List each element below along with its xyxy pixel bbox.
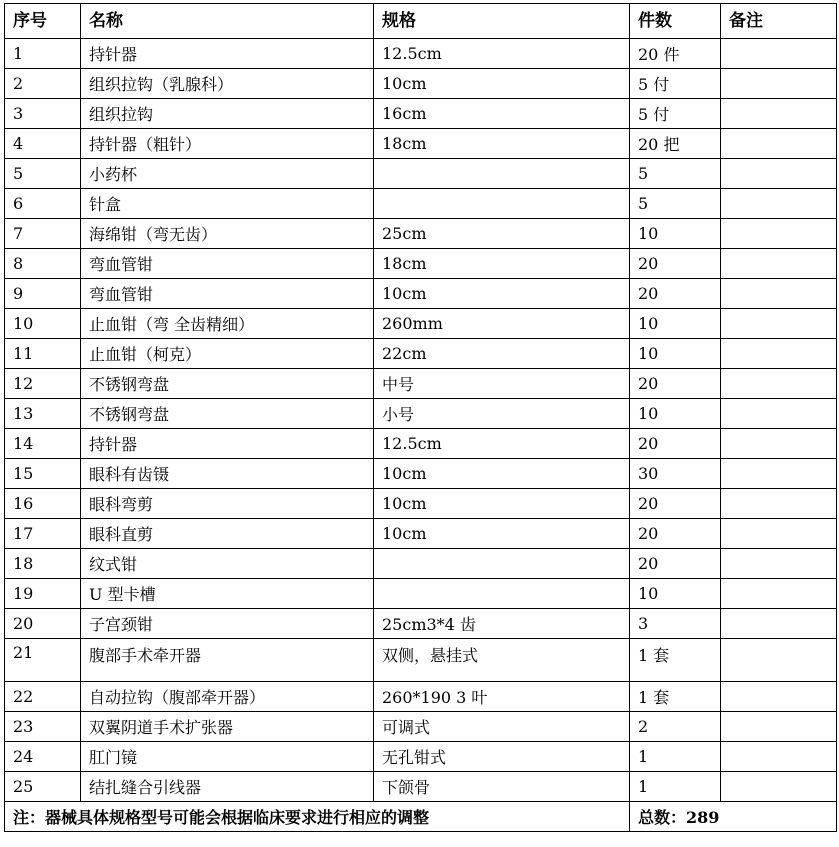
- cell-no: 24: [5, 742, 81, 772]
- footer-row: [5, 802, 837, 832]
- table-row: [5, 609, 837, 639]
- cell-spec: 小号: [374, 399, 630, 429]
- cell-no: 14: [5, 429, 81, 459]
- cell-spec: 可调式: [374, 712, 630, 742]
- cell-qty: 1 套: [630, 639, 721, 682]
- table-row: [5, 549, 837, 579]
- cell-name: 海绵钳（弯无齿）: [81, 219, 374, 249]
- cell-no: 20: [5, 609, 81, 639]
- cell-name: 眼科直剪: [81, 519, 374, 549]
- cell-name: 不锈钢弯盘: [81, 369, 374, 399]
- cell-name: 持针器: [81, 39, 374, 69]
- cell-name: 腹部手术牵开器: [81, 639, 374, 682]
- cell-name: 弯血管钳: [81, 249, 374, 279]
- cell-spec: 10cm: [374, 519, 630, 549]
- cell-remark: [721, 69, 837, 99]
- cell-name: 结扎缝合引线器: [81, 772, 374, 802]
- cell-spec: [374, 549, 630, 579]
- cell-qty: 20: [630, 279, 721, 309]
- header-name: 名称: [81, 4, 374, 39]
- cell-name: 小药杯: [81, 159, 374, 189]
- cell-remark: [721, 339, 837, 369]
- cell-name: 肛门镜: [81, 742, 374, 772]
- header-no: 序号: [5, 4, 81, 39]
- cell-name: 针盒: [81, 189, 374, 219]
- header-remark: 备注: [721, 4, 837, 39]
- cell-name: 止血钳（柯克）: [81, 339, 374, 369]
- table-row: [5, 39, 837, 69]
- cell-name: 纹式钳: [81, 549, 374, 579]
- table-row: [5, 639, 837, 682]
- cell-qty: 10: [630, 309, 721, 339]
- cell-no: 2: [5, 69, 81, 99]
- table-row: [5, 742, 837, 772]
- cell-spec: 10cm: [374, 489, 630, 519]
- cell-spec: [374, 579, 630, 609]
- table-row: [5, 99, 837, 129]
- cell-qty: 5 付: [630, 99, 721, 129]
- cell-spec: 10cm: [374, 279, 630, 309]
- cell-qty: 5: [630, 189, 721, 219]
- cell-spec: 18cm: [374, 129, 630, 159]
- cell-remark: [721, 772, 837, 802]
- table-row: [5, 489, 837, 519]
- cell-qty: 10: [630, 579, 721, 609]
- cell-spec: 12.5cm: [374, 39, 630, 69]
- cell-spec: 25cm: [374, 219, 630, 249]
- cell-qty: 10: [630, 339, 721, 369]
- cell-remark: [721, 279, 837, 309]
- cell-remark: [721, 682, 837, 712]
- cell-no: 17: [5, 519, 81, 549]
- cell-name: 组织拉钩: [81, 99, 374, 129]
- cell-no: 23: [5, 712, 81, 742]
- cell-qty: 10: [630, 219, 721, 249]
- cell-spec: 10cm: [374, 69, 630, 99]
- cell-no: 5: [5, 159, 81, 189]
- cell-remark: [721, 579, 837, 609]
- cell-remark: [721, 39, 837, 69]
- cell-no: 1: [5, 39, 81, 69]
- header-row: [5, 4, 837, 39]
- cell-name: 持针器（粗针）: [81, 129, 374, 159]
- header-qty: 件数: [630, 4, 721, 39]
- cell-spec: 22cm: [374, 339, 630, 369]
- cell-qty: 20 把: [630, 129, 721, 159]
- cell-spec: 10cm: [374, 459, 630, 489]
- cell-spec: 下颌骨: [374, 772, 630, 802]
- cell-no: 10: [5, 309, 81, 339]
- cell-remark: [721, 369, 837, 399]
- cell-no: 13: [5, 399, 81, 429]
- cell-remark: [721, 489, 837, 519]
- instrument-table: [4, 3, 837, 832]
- cell-name: 自动拉钩（腹部牵开器）: [81, 682, 374, 712]
- cell-remark: [721, 189, 837, 219]
- cell-name: 止血钳（弯 全齿精细）: [81, 309, 374, 339]
- cell-qty: 20: [630, 249, 721, 279]
- table-row: [5, 459, 837, 489]
- cell-spec: 无孔钳式: [374, 742, 630, 772]
- table-row: [5, 309, 837, 339]
- cell-remark: [721, 249, 837, 279]
- cell-no: 9: [5, 279, 81, 309]
- cell-qty: 3: [630, 609, 721, 639]
- cell-no: 18: [5, 549, 81, 579]
- cell-qty: 30: [630, 459, 721, 489]
- cell-remark: [721, 159, 837, 189]
- cell-qty: 1 套: [630, 682, 721, 712]
- cell-name: 眼科有齿镊: [81, 459, 374, 489]
- footer-note: 注：器械具体规格型号可能会根据临床要求进行相应的调整: [5, 802, 630, 832]
- cell-remark: [721, 309, 837, 339]
- cell-remark: [721, 459, 837, 489]
- table-row: [5, 519, 837, 549]
- cell-remark: [721, 609, 837, 639]
- table-row: [5, 682, 837, 712]
- cell-name: 不锈钢弯盘: [81, 399, 374, 429]
- footer-total: 总数：289: [630, 802, 837, 832]
- cell-qty: 20: [630, 549, 721, 579]
- table-row: [5, 579, 837, 609]
- cell-name: 组织拉钩（乳腺科）: [81, 69, 374, 99]
- cell-qty: 5: [630, 159, 721, 189]
- table-row: [5, 399, 837, 429]
- cell-spec: 12.5cm: [374, 429, 630, 459]
- cell-no: 11: [5, 339, 81, 369]
- cell-remark: [721, 519, 837, 549]
- table-row: [5, 159, 837, 189]
- cell-remark: [721, 549, 837, 579]
- cell-spec: [374, 159, 630, 189]
- cell-spec: 260mm: [374, 309, 630, 339]
- cell-spec: 260*190 3 叶: [374, 682, 630, 712]
- table-row: [5, 772, 837, 802]
- table-row: [5, 429, 837, 459]
- table-row: [5, 219, 837, 249]
- table-row: [5, 339, 837, 369]
- table-row: [5, 189, 837, 219]
- cell-qty: 1: [630, 772, 721, 802]
- cell-no: 21: [5, 639, 81, 682]
- cell-no: 15: [5, 459, 81, 489]
- cell-qty: 20 件: [630, 39, 721, 69]
- table-row: [5, 69, 837, 99]
- table-row: [5, 369, 837, 399]
- cell-spec: 25cm3*4 齿: [374, 609, 630, 639]
- cell-no: 12: [5, 369, 81, 399]
- cell-no: 25: [5, 772, 81, 802]
- cell-name: 弯血管钳: [81, 279, 374, 309]
- header-spec: 规格: [374, 4, 630, 39]
- cell-name: 眼科弯剪: [81, 489, 374, 519]
- cell-qty: 20: [630, 489, 721, 519]
- cell-spec: 18cm: [374, 249, 630, 279]
- cell-remark: [721, 712, 837, 742]
- cell-spec: 16cm: [374, 99, 630, 129]
- cell-no: 6: [5, 189, 81, 219]
- cell-remark: [721, 429, 837, 459]
- cell-qty: 1: [630, 742, 721, 772]
- cell-no: 8: [5, 249, 81, 279]
- cell-qty: 20: [630, 519, 721, 549]
- cell-no: 4: [5, 129, 81, 159]
- cell-qty: 5 付: [630, 69, 721, 99]
- cell-qty: 20: [630, 369, 721, 399]
- cell-spec: 双侧，悬挂式: [374, 639, 630, 682]
- cell-name: 持针器: [81, 429, 374, 459]
- cell-remark: [721, 129, 837, 159]
- cell-remark: [721, 219, 837, 249]
- table-row: [5, 712, 837, 742]
- cell-spec: [374, 189, 630, 219]
- cell-qty: 20: [630, 429, 721, 459]
- cell-qty: 10: [630, 399, 721, 429]
- cell-no: 3: [5, 99, 81, 129]
- cell-remark: [721, 639, 837, 682]
- cell-remark: [721, 742, 837, 772]
- table-row: [5, 129, 837, 159]
- cell-no: 22: [5, 682, 81, 712]
- cell-name: 子宫颈钳: [81, 609, 374, 639]
- cell-no: 19: [5, 579, 81, 609]
- cell-remark: [721, 99, 837, 129]
- cell-no: 7: [5, 219, 81, 249]
- cell-name: 双翼阴道手术扩张器: [81, 712, 374, 742]
- table-row: [5, 249, 837, 279]
- cell-name: U 型卡槽: [81, 579, 374, 609]
- cell-remark: [721, 399, 837, 429]
- cell-no: 16: [5, 489, 81, 519]
- table-row: [5, 279, 837, 309]
- cell-spec: 中号: [374, 369, 630, 399]
- cell-qty: 2: [630, 712, 721, 742]
